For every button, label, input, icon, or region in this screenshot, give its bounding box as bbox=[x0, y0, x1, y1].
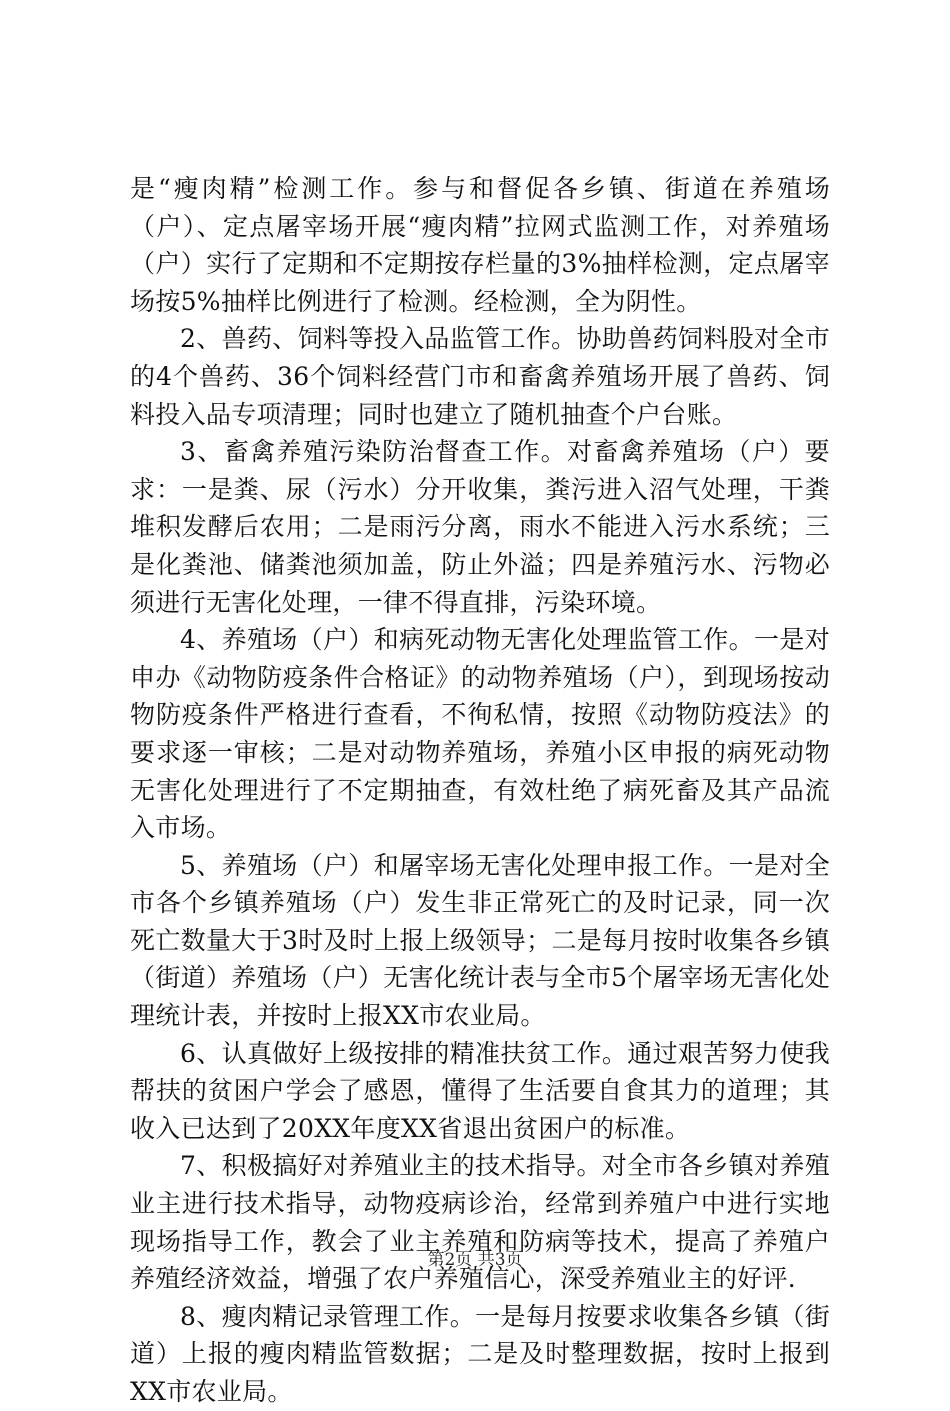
paragraph-item-5: 5、养殖场（户）和屠宰场无害化处理申报工作。一是对全市各个乡镇养殖场（户）发生非正常死亡的及时记录，同一次死亡数量大于3时及时上报上级领导；二是每月按时收集各乡镇（街道）养殖场（户）无害化统计表与全市5个屠宰场无害化处理统计表，并按时上报XX市农业局。 bbox=[130, 850, 830, 1031]
document-body bbox=[130, 170, 830, 1411]
paragraph-item-8: 8、瘦肉精记录管理工作。一是每月按要求收集各乡镇（街道）上报的瘦肉精监管数据；二是及时整理数据，按时上报到XX市农业局。 bbox=[130, 1301, 830, 1406]
paragraph-item-3: 3、畜禽养殖污染防治督查工作。对畜禽养殖场（户）要求：一是粪、尿（污水）分开收集，粪污进入沼气处理，干粪堆积发酵后农用；二是雨污分离，雨水不能进入污水系统；三是化粪池、储粪池须加盖，防止外溢；四是养殖污水、污物必须进行无害化处理，一律不得直排，污染环境。 bbox=[130, 437, 830, 617]
paragraph-item-2: 2、兽药、饲料等投入品监管工作。协助兽药饲料股对全市的4个兽药、36个饲料经营门市和畜禽养殖场开展了兽药、饲料投入品专项清理；同时也建立了随机抽查个户台账。 bbox=[130, 324, 830, 429]
paragraph-item-4: 4、养殖场（户）和病死动物无害化处理监管工作。一是对申办《动物防疫条件合格证》的动物养殖场（户），到现场按动物防疫条件严格进行查看，不徇私情，按照《动物防疫法》的要求逐一审核；二是对动物养殖场，养殖小区申报的病死动物无害化处理进行了不定期抽查，有效杜绝了病死畜及其产品流入市场。 bbox=[130, 625, 830, 843]
page-number-footer: 第2页 共3页 bbox=[427, 1250, 523, 1270]
paragraph-item-6: 6、认真做好上级按排的精准扶贫工作。通过艰苦努力使我帮扶的贫困户学会了感恩，懂得了生活要自食其力的道理；其收入已达到了20XX年度XX省退出贫困户的标准。 bbox=[130, 1038, 830, 1143]
paragraph-continuation: 是“瘦肉精”检测工作。参与和督促各乡镇、街道在养殖场（户）、定点屠宰场开展“瘦肉精”拉网式监测工作，对养殖场（户）实行了定期和不定期按存栏量的3%抽样检测，定点屠宰场按5%抽样比例进行了检测。经检测，全为阴性。 bbox=[130, 174, 830, 316]
paragraph-item-7: 7、积极搞好对养殖业主的技术指导。对全市各乡镇对养殖业主进行技术指导，动物疫病诊治，经常到养殖户中进行实地现场指导工作，教会了业主养殖和防病等技术，提高了养殖户养殖经济效益，增强了农户养殖信心，深受养殖业主的好评. bbox=[130, 1151, 830, 1294]
